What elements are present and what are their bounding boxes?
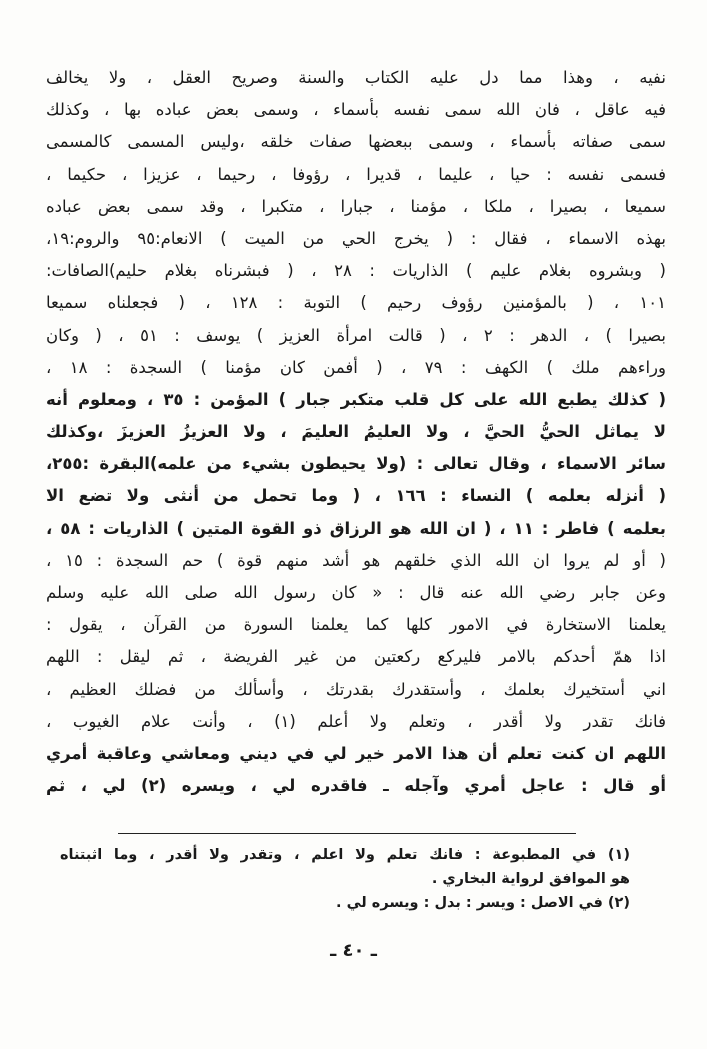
text-line: أو قال : عاجل أمري وآجله ـ فاقدره لي ، ويسره (٢) لي ، ثم: [46, 776, 666, 796]
text-line: بهذه الاسماء ، فقال : ( يخرج الحي من الميت ) الانعام:٩٥ والروم:١٩،: [46, 228, 666, 248]
text-line: ( أنزله بعلمه ) النساء : ١٦٦ ، ( وما تحمل من أنثى ولا تضع الا: [46, 486, 666, 506]
text-line: سائر الاسماء ، وقال تعالى : (ولا يحيطون بشيء من علمه)البقرة :٢٥٥،: [46, 454, 666, 474]
text-line: ١٠١ ، ( بالمؤمنين رؤوف رحيم ) التوبة : ١٢٨ ، ( فجعلناه سميعا: [46, 293, 666, 313]
text-line: فسمى نفسه : حيا ، عليما ، قديرا ، رؤوفا ، رحيما ، عزيزا ، حكيما ،: [46, 164, 666, 184]
page-number: ـ ٤٠ ـ: [330, 940, 377, 961]
text-line: ( أو لم يروا ان الله الذي خلقهم هو أشد منهم قوة ) حم السجدة : ١٥ ،: [46, 550, 666, 570]
text-line: اذا همّ أحدكم بالامر فليركع ركعتين من غير الفريضة ، ثم ليقل : اللهم: [46, 647, 666, 667]
text-line: بصيرا ) ، الدهر : ٢ ، ( قالت امرأة العزيز ) يوسف : ٥١ ، ( وكان: [46, 325, 666, 345]
text-line: وراءهم ملك ) الكهف : ٧٩ ، ( أفمن كان مؤمنا ) السجدة : ١٨ ،: [46, 357, 666, 377]
footnote-line: (٢) في الاصل : ويسر : بدل : ويسره لي .: [336, 895, 630, 911]
text-line: فانك تقدر ولا أقدر ، وتعلم ولا أعلم (١) ، وأنت علام الغيوب ،: [46, 711, 666, 731]
text-line: لا يماثل الحيُّ الحيَّ ، ولا العليمُ العليمَ ، ولا العزيزُ العزيزَ ،وكذلك: [46, 422, 666, 442]
footnotes: [60, 843, 630, 915]
text-line: اللهم ان كنت تعلم أن هذا الامر خير لي في ديني ومعاشي وعاقبة أمري: [46, 743, 666, 763]
text-line: سميعا ، بصيرا ، ملكا ، مؤمنا ، جبارا ، متكبرا ، وقد سمى بعض عباده: [46, 196, 666, 216]
text-line: سمى صفاته بأسماء ، وسمى ببعضها صفات خلقه ،وليس المسمى كالمسمى: [46, 132, 666, 152]
text-line: وعن جابر رضي الله عنه قال : « كان رسول الله صلى الله عليه وسلم: [46, 583, 666, 602]
text-line: يعلمنا الاستخارة في الامور كلها كما يعلمنا السورة من القرآن ، يقول :: [46, 615, 666, 635]
footnote-line: هو الموافق لرواية البخاري .: [431, 871, 630, 887]
text-line: نفيه ، وهذا مما دل عليه الكتاب والسنة وصريح العقل ، ولا يخالف: [46, 68, 666, 87]
text-line: فيه عاقل ، فان الله سمى نفسه بأسماء ، وسمى بعض عباده بها ، وكذلك: [46, 100, 666, 120]
body-text: [46, 62, 666, 802]
text-line: ( وبشروه بغلام عليم ) الذاريات : ٢٨ ، ( فبشرناه بغلام حليم)الصافات:: [46, 261, 666, 281]
text-line: اني أستخيرك بعلمك ، وأستقدرك بقدرتك ، وأسألك من فضلك العظيم ،: [46, 679, 666, 699]
footnote-line: (١) في المطبوعة : فانك تعلم ولا اعلم ، وتقدر ولا أقدر ، وما اثبتناه: [60, 847, 630, 863]
text-line: ( كذلك يطبع الله على كل قلب متكبر جبار ) المؤمن : ٣٥ ، ومعلوم أنه: [46, 389, 666, 409]
footnote-divider: [118, 833, 576, 834]
text-line: بعلمه ) فاطر : ١١ ، ( ان الله هو الرزاق ذو القوة المتين ) الذاريات : ٥٨ ،: [46, 518, 666, 538]
